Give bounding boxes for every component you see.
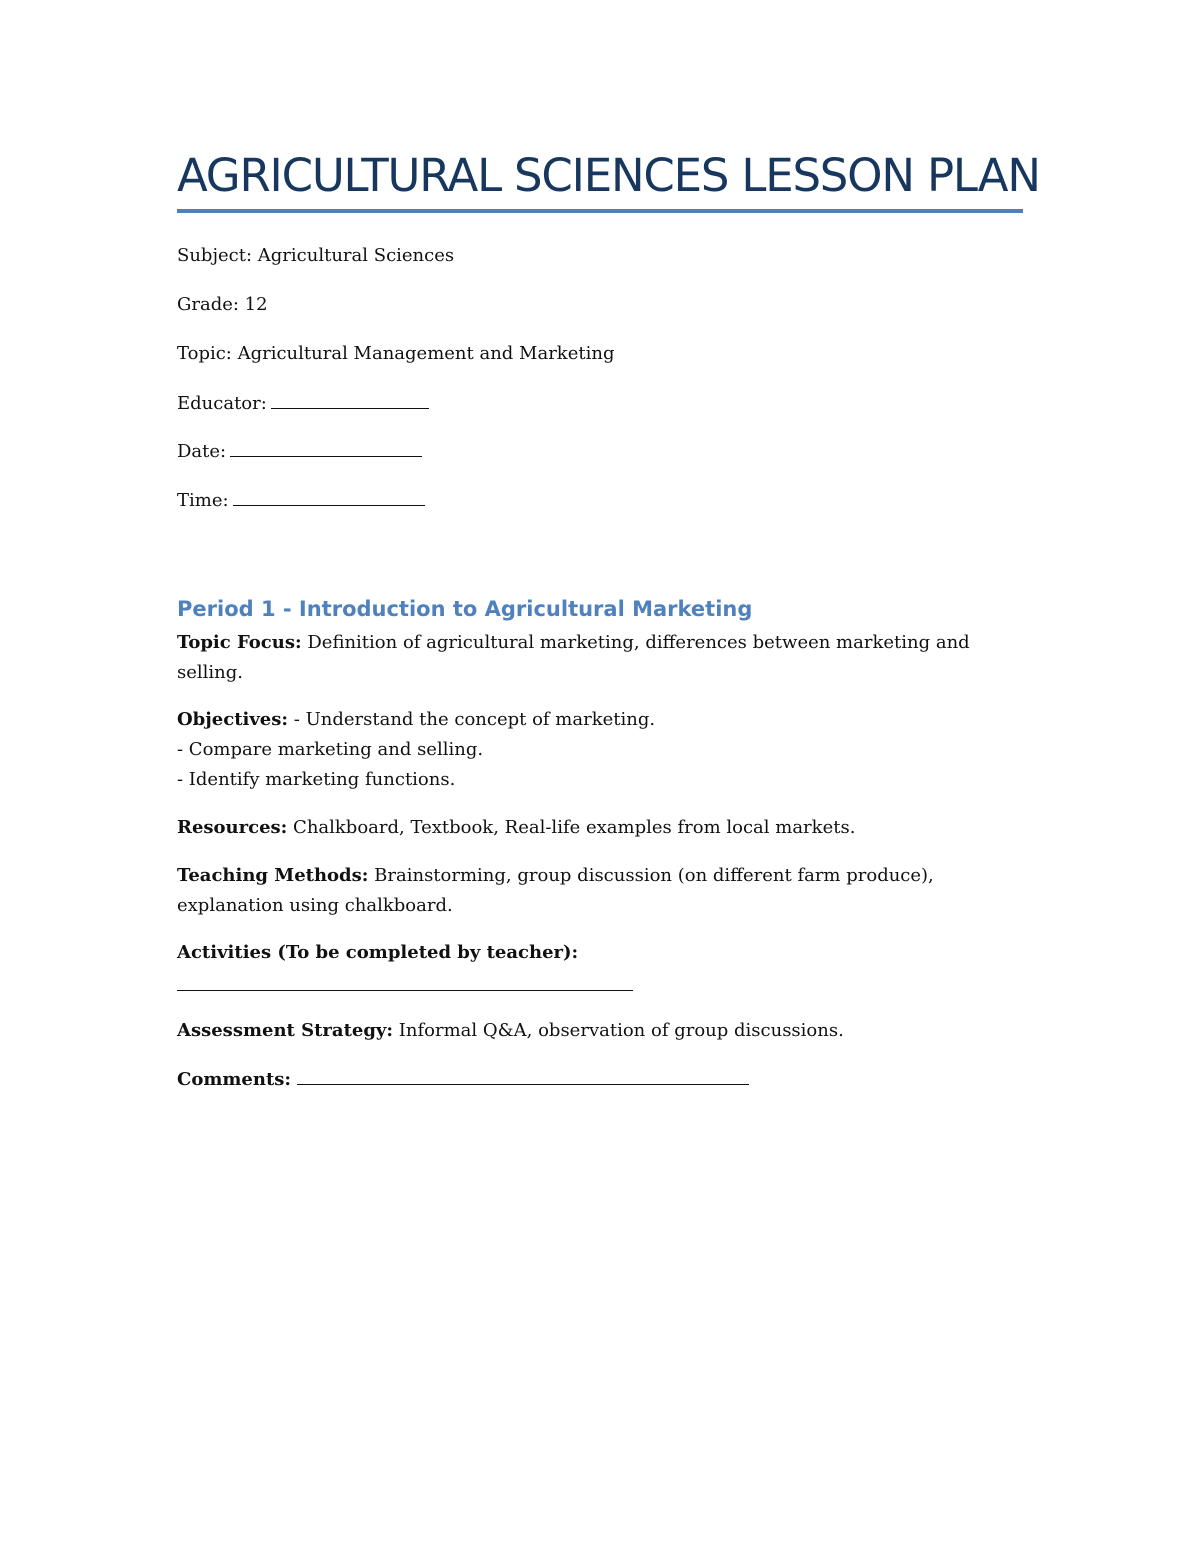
date-line <box>177 438 422 465</box>
date-label: Date: <box>177 441 227 462</box>
activities-label: Activities (To be completed by teacher): <box>177 942 579 963</box>
resources-text: Chalkboard, Textbook, Real-life examples from local markets. <box>293 817 856 838</box>
teaching-methods-label: Teaching Methods: <box>177 865 369 886</box>
objectives-label: Objectives: <box>177 709 289 730</box>
educator-line <box>177 390 429 417</box>
subject-line: Subject: Agricultural Sciences <box>177 245 455 266</box>
topic-focus-text-1: Definition of agricultural marketing, differences between marketing and <box>307 632 970 653</box>
objective-1: - Understand the concept of marketing. <box>293 709 656 730</box>
assessment-paragraph <box>177 1016 997 1046</box>
comments-label: Comments: <box>177 1069 292 1090</box>
time-label: Time: <box>177 490 229 511</box>
comments-blank <box>297 1066 749 1085</box>
objectives-paragraph <box>177 705 997 795</box>
topic-line: Topic: Agricultural Management and Marketing <box>177 343 615 364</box>
educator-blank <box>271 390 429 409</box>
period-1-heading: Period 1 - Introduction to Agricultural Marketing <box>177 597 753 621</box>
teaching-methods-text-1: Brainstorming, group discussion (on different farm produce), <box>374 865 934 886</box>
title-underline <box>177 209 1023 213</box>
activities-paragraph <box>177 938 997 968</box>
teaching-methods-paragraph <box>177 861 997 921</box>
assessment-label: Assessment Strategy: <box>177 1020 394 1041</box>
document-title: AGRICULTURAL SCIENCES LESSON PLAN <box>177 149 1040 202</box>
topic-focus-text-2: selling. <box>177 662 243 683</box>
resources-label: Resources: <box>177 817 288 838</box>
time-line <box>177 487 425 514</box>
objective-3: - Identify marketing functions. <box>177 769 456 790</box>
date-blank <box>230 438 422 457</box>
grade-line: Grade: 12 <box>177 294 268 315</box>
topic-focus-paragraph <box>177 628 997 688</box>
topic-focus-label: Topic Focus: <box>177 632 302 653</box>
objective-2: - Compare marketing and selling. <box>177 739 484 760</box>
resources-paragraph <box>177 813 997 843</box>
comments-paragraph <box>177 1065 997 1095</box>
time-blank <box>233 487 425 506</box>
assessment-text: Informal Q&A, observation of group discussions. <box>398 1020 844 1041</box>
educator-label: Educator: <box>177 393 267 414</box>
activities-blank <box>177 990 633 991</box>
teaching-methods-text-2: explanation using chalkboard. <box>177 895 453 916</box>
